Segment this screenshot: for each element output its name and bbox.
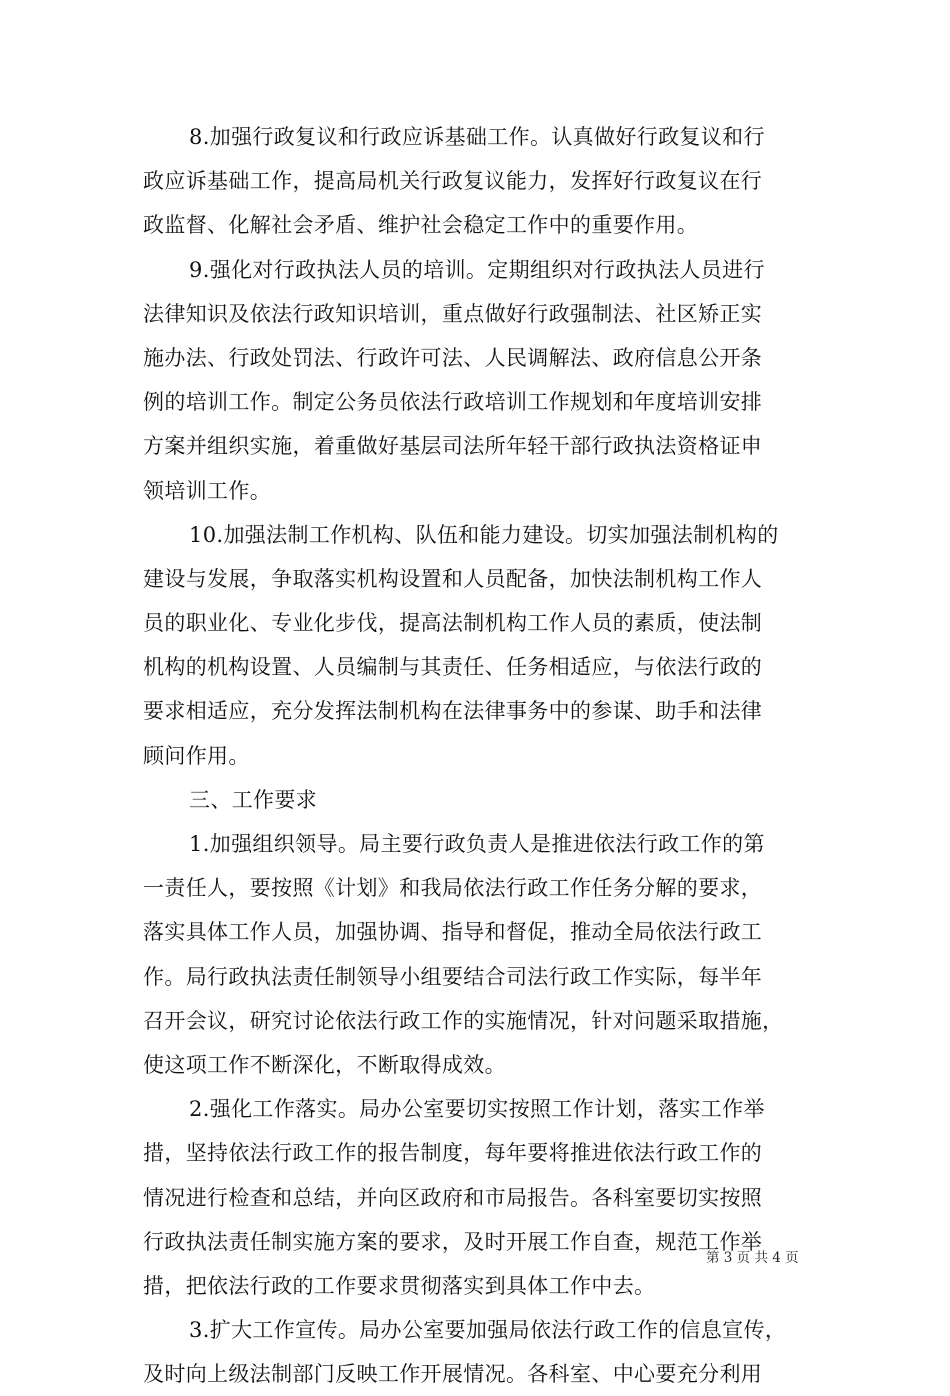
paragraph-8-line-3: 政监督、化解社会矛盾、维护社会稳定工作中的重要作用。	[143, 213, 699, 238]
requirement-2-line-3: 情况进行检查和总结，并向区政府和市局报告。各科室要切实按照	[143, 1185, 763, 1210]
paragraph-9-line-5: 方案并组织实施，着重做好基层司法所年轻干部行政执法资格证申	[143, 434, 763, 459]
paragraph-10-line-3: 员的职业化、专业化步伐，提高法制机构工作人员的素质，使法制	[143, 611, 763, 636]
paragraph-10-line-2: 建设与发展，争取落实机构设置和人员配备，加快法制机构工作人	[143, 566, 763, 591]
paragraph-8-line-1: 8.加强行政复议和行政应诉基础工作。认真做好行政复议和行	[189, 125, 765, 149]
requirement-1-line-2: 一责任人，要按照《计划》和我局依法行政工作任务分解的要求，	[143, 876, 763, 901]
paragraph-9-line-3: 施办法、行政处罚法、行政许可法、人民调解法、政府信息公开条	[143, 345, 763, 370]
requirement-2-line-5: 措，把依法行政的工作要求贯彻落实到具体工作中去。	[143, 1273, 656, 1298]
paragraph-9-line-1: 9.强化对行政执法人员的培训。定期组织对行政执法人员进行	[189, 257, 765, 282]
page-number: 第 3 页 共 4 页	[706, 1250, 799, 1266]
requirement-1-line-3: 落实具体工作人员，加强协调、指导和督促，推动全局依法行政工	[143, 920, 763, 945]
requirement-3-line-2: 及时向上级法制部门反映工作开展情况。各科室、中心要充分利用	[143, 1362, 763, 1387]
paragraph-10-line-1: 10.加强法制工作机构、队伍和能力建设。切实加强法制机构的	[189, 522, 779, 547]
document-body	[143, 115, 807, 1396]
paragraph-10-line-6: 顾问作用。	[143, 743, 250, 768]
requirement-3-line-1: 3.扩大工作宣传。局办公室要加强局依法行政工作的信息宣传，	[189, 1318, 787, 1343]
requirement-1-line-1: 1.加强组织领导。局主要行政负责人是推进依法行政工作的第	[189, 832, 765, 856]
requirement-2-line-1: 2.强化工作落实。局办公室要切实按照工作计划，落实工作举	[189, 1097, 765, 1122]
paragraph-9-line-6: 领培训工作。	[143, 478, 272, 503]
requirement-1-line-5: 召开会议，研究讨论依法行政工作的实施情况，针对问题采取措施，	[143, 1008, 784, 1033]
requirement-2-line-2: 措，坚持依法行政工作的报告制度，每年要将推进依法行政工作的	[143, 1141, 763, 1166]
paragraph-8-line-2: 政应诉基础工作，提高局机关行政复议能力，发挥好行政复议在行	[143, 169, 763, 194]
section-heading: 三、工作要求	[189, 787, 318, 812]
requirement-1-line-6: 使这项工作不断深化，不断取得成效。	[143, 1052, 506, 1077]
paragraph-9-line-4: 例的培训工作。制定公务员依法行政培训工作规划和年度培训安排	[143, 390, 763, 415]
requirement-2-line-4: 行政执法责任制实施方案的要求，及时开展工作自查，规范工作举	[143, 1229, 763, 1254]
paragraph-9-line-2: 法律知识及依法行政知识培训，重点做好行政强制法、社区矫正实	[143, 301, 763, 326]
requirement-1-line-4: 作。局行政执法责任制领导小组要结合司法行政工作实际，每半年	[143, 964, 763, 989]
paragraph-10-line-5: 要求相适应，充分发挥法制机构在法律事务中的参谋、助手和法律	[143, 699, 763, 724]
paragraph-10-line-4: 机构的机构设置、人员编制与其责任、任务相适应，与依法行政的	[143, 655, 763, 680]
